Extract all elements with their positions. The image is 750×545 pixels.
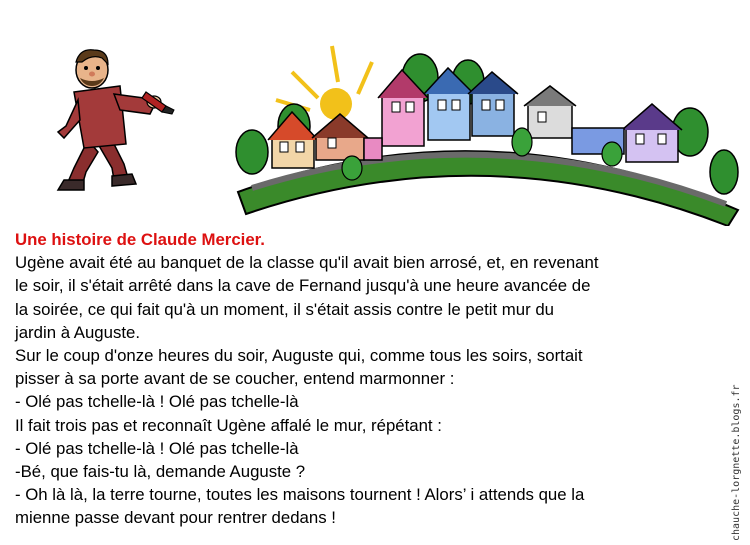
story-line: - Oh là là, la terre tourne, toutes les maisons tournent ! Alors’ i attends que la bbox=[15, 485, 585, 505]
story-line: pisser à sa porte avant de se coucher, entend marmonner : bbox=[15, 369, 455, 389]
story-line: - Olé pas tchelle-là ! Olé pas tchelle-là bbox=[15, 392, 299, 412]
story-text bbox=[15, 228, 727, 530]
story-line: - Olé pas tchelle-là ! Olé pas tchelle-là bbox=[15, 438, 299, 458]
story-line: jardin à Auguste. bbox=[15, 322, 141, 342]
story-line: Il fait trois pas et reconnaît Ugène affalé le mur, répétant : bbox=[15, 415, 442, 435]
story-line: Ugène avait été au banquet de la classe qu'il avait bien arrosé, et, en revenant bbox=[15, 253, 599, 273]
story-title: Une histoire de Claude Mercier. bbox=[15, 230, 265, 249]
story-line: Sur le coup d'onze heures du soir, Auguste qui, comme tous les soirs, sortait bbox=[15, 346, 583, 366]
story-line: le soir, il s'était arrêté dans la cave de Fernand jusqu'à une heure avancée de bbox=[15, 276, 591, 296]
story-line: -Bé, que fais-tu là, demande Auguste ? bbox=[15, 462, 306, 482]
story-line: mienne passe devant pour rentrer dedans ! bbox=[15, 508, 336, 528]
blog-watermark bbox=[731, 385, 745, 541]
houses-arc-illustration bbox=[232, 42, 744, 226]
watermark-text: chauche-lorgnette.blogs.fr bbox=[731, 384, 742, 541]
drunk-man-illustration bbox=[28, 40, 178, 195]
story-line: la soirée, ce qui fait qu'à un moment, il s'était assis contre le petit mur du bbox=[15, 299, 555, 319]
